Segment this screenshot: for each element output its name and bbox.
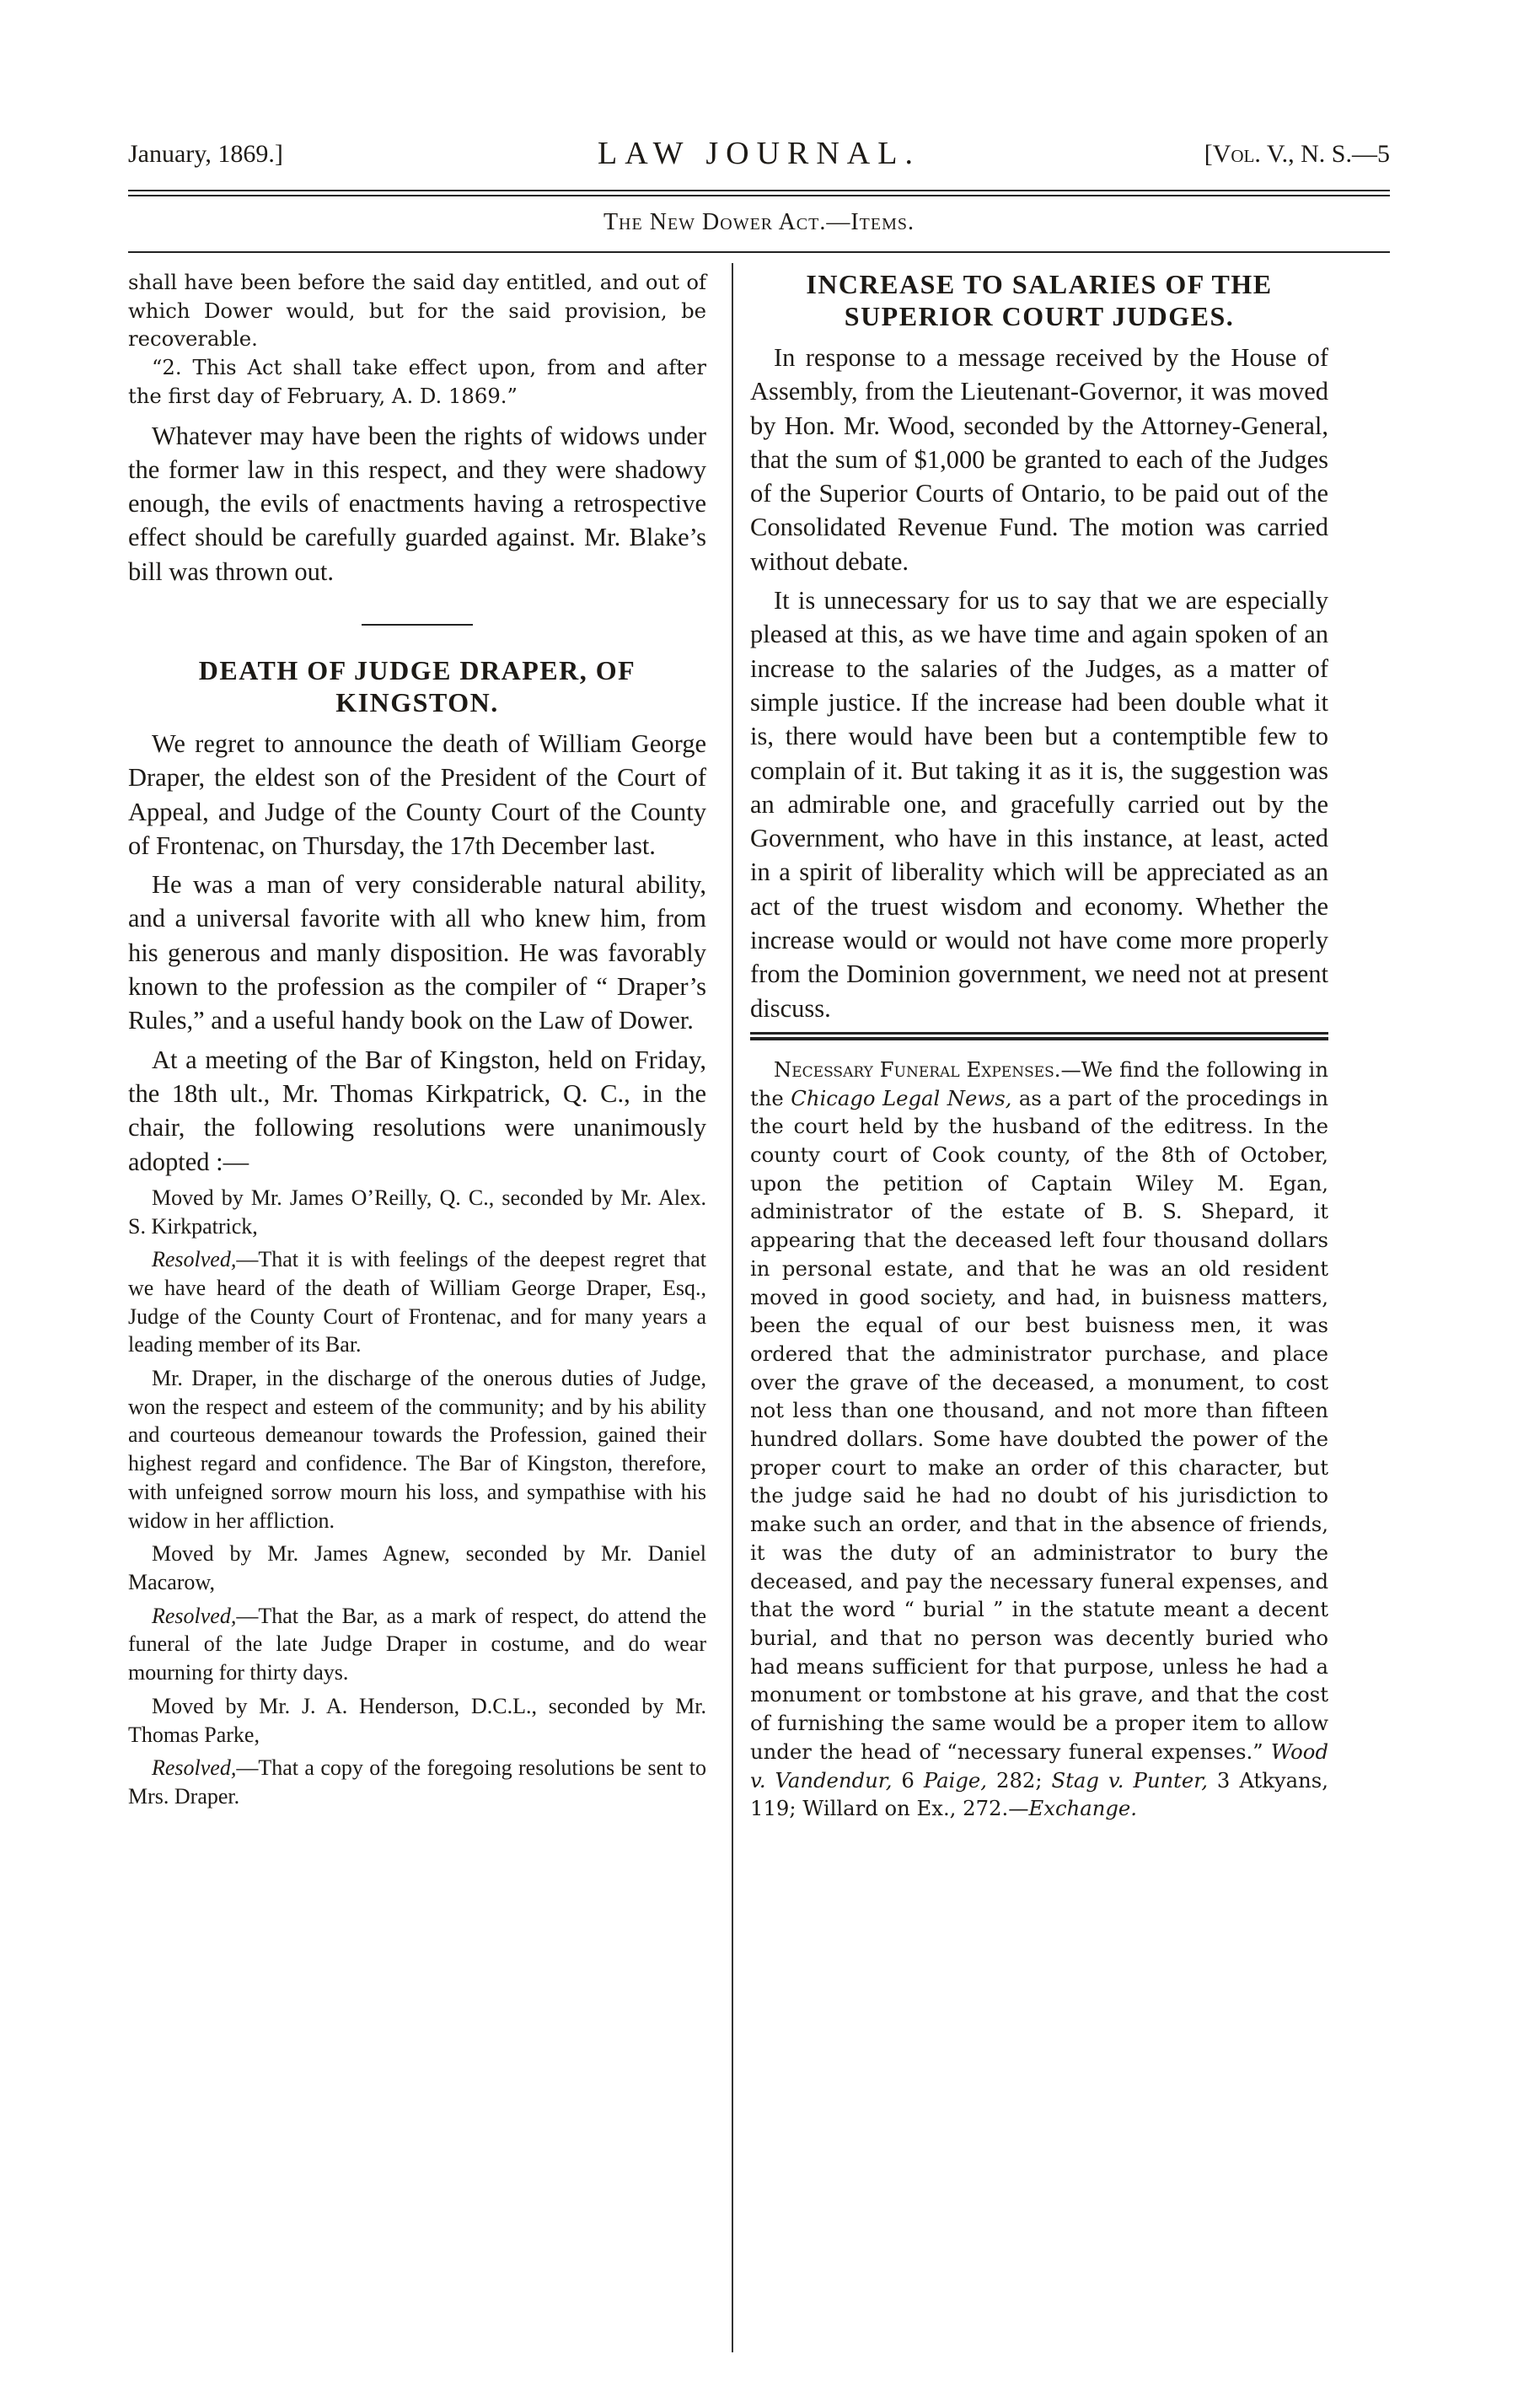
draper-paragraph-1: We regret to announce the death of William George Draper, the eldest son of the President of the Court of Appeal, and Judge of the County Court of the County of Frontenac, on Thursday, the 17th December last. [128,729,706,860]
motion-2: Moved by Mr. James Agnew, seconded by Mr. Daniel Macarow, [128,1541,706,1594]
funeral-expenses-item: Necessary Funeral Expenses.—We find the following in the Chicago Legal News, as a part of the procedings in the court held by the husband of the editress. In the county court of Cook county, of the 8th of October, upon the petition of Captain Wiley M. Egan, administrator of the estate of B. S. Shepard, it appearing that the deceased left four thousand dollars in personal estate, and that he was an old resident moved in good society, and had, in buisness matters, been the equal of our best buisness men, it was ordered that the administrator purchase, and place over the grave of the deceased, a monument, to cost not less than one thousand, and not more than fifteen hundred dollars. Some have doubted the power of the proper court to make an order of this character, but the judge said he had no doubt of his jurisdiction to make such an order, and that in the absence of friends, it was the duty of an administrator to bury the deceased, and pay the necessary funeral expenses, and that the word “ burial ” in the statute meant a decent burial, and that no person was decently buried who had means sufficient for that purpose, unless he had a monument or tombstone at his grave, and that the cost of furnishing the same would be a proper item to allow under the head of “necessary funeral expenses.” Wood v. Vandendur, 6 Paige, 282; Stag v. Punter, 3 Atkyans, 119; Willard on Ex., 272.—Exchange. [750,1056,1329,1821]
resolution-1: Resolved,—That it is with feelings of the deepest regret that we have heard of the death of William George Draper, Esq., Judge of the County Court of Frontenac, and for many years a leading member of its Bar. [128,1247,706,1357]
journal-title: LAW JOURNAL. [598,136,920,171]
volume-page: [Vol. V., N. S.—5 [1204,140,1390,168]
salaries-paragraph-1: In response to a message received by the House of Assembly, from the Lieutenant-Governor, it was moved by Hon. Mr. Wood, seconded by the Attorney-General, that the sum of $1,000 be granted to each of the Judges of the Superior Courts of Ontario, to be paid out of the Consolidated Revenue Fund. The motion was carried without debate. [750,343,1328,576]
draper-paragraph-2: He was a man of very considerable natural ability, and a universal favorite with all who knew him, from his generous and manly disposition. He was favorably known to the profession as the compiler of “ Draper’s Rules,” and a useful handy book on the Law of Dower. [128,870,706,1035]
resolution-3: Resolved,—That a copy of the foregoing resolutions be sent to Mrs. Draper. [128,1755,706,1809]
draper-paragraph-4: Mr. Draper, in the discharge of the onerous duties of Judge, won the respect and esteem of the community; and by his ability and courteous demeanour towards the Profession, gained their highest regard and confidence. The Bar of Kingston, therefore, with unfeigned sorrow mourn his loss, and sympathise with his widow in her affliction. [128,1366,706,1533]
resolution-2: Resolved,—That the Bar, as a mark of respect, do attend the funeral of the late Judge Draper in costume, and do wear mourning for thirty days. [128,1603,706,1685]
motion-3: Moved by Mr. J. A. Henderson, D.C.L., seconded by Mr. Thomas Parke, [128,1693,706,1747]
header-rule-top [128,190,1390,191]
items-rule-bottom [750,1037,1328,1040]
dower-act-clause-2: “2. This Act shall take effect upon, from and after the first day of February, A. D. 1869.” [128,355,706,408]
issue-date: January, 1869.] [128,140,283,168]
article-separator [362,624,473,626]
left-column [128,268,706,1811]
running-head [128,135,1390,177]
item-lead: Necessary Funeral Expenses. [774,1056,1061,1082]
section-rule [128,251,1390,253]
column-divider [732,263,733,2352]
salaries-heading: INCREASE TO SALARIES OF THE SUPERIOR COURT JUDGES. [806,269,1273,331]
salaries-paragraph-2: It is unnecessary for us to say that we are especially pleased at this, as we have time and again spoken of an increase to the salaries of the Judges, as a matter of simple justice. If the increase had been double what it is, there would have been but a contemptible few to complain of it. But taking it as it is, the suggestion was an admirable one, and gracefully carried out by the Government, who have in this instance, at least, acted in a spirit of liberality which will be appreciated as an act of the truest wisdom and economy. Whether the increase would or would not have come more properly from the Dominion government, we need not at present discuss. [750,586,1328,1023]
right-column [750,268,1328,1823]
section-head: The New Dower Act.—Items. [603,209,915,235]
header-rule-bottom [128,195,1390,196]
draper-heading: DEATH OF JUDGE DRAPER, OF KINGSTON. [198,655,636,718]
draper-paragraph-3: At a meeting of the Bar of Kingston, held on Friday, the 18th ult., Mr. Thomas Kirkpatrick, Q. C., in the chair, the following resolutions were unanimously adopted :— [128,1045,706,1176]
dower-act-text: shall have been before the said day entitled, and out of which Dower would, but for the said provision, be recoverable. [128,270,706,352]
items-rule-top [750,1032,1328,1035]
motion-1: Moved by Mr. James O’Reilly, Q. C., seconded by Mr. Alex. S. Kirkpatrick, [128,1185,706,1239]
dower-commentary: Whatever may have been the rights of widows under the former law in this respect, and they were shadowy enough, the evils of enactments having a retrospective effect should be carefully guarded against. Mr. Blake’s bill was thrown out. [128,421,706,586]
